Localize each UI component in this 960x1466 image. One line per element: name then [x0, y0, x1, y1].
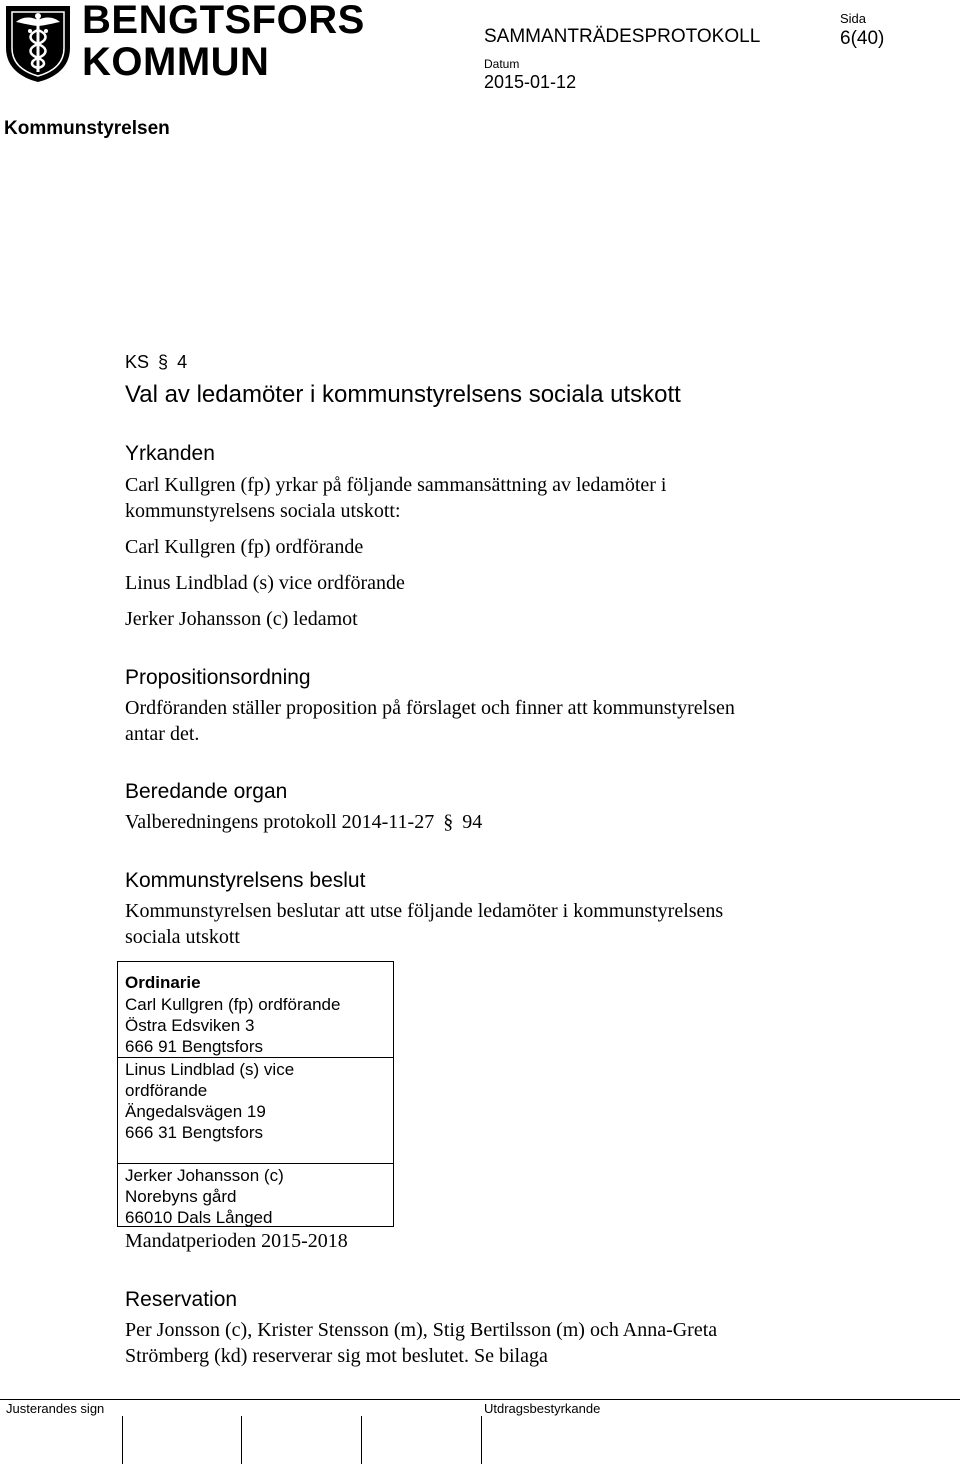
table-header-ordinarie: Ordinarie: [125, 973, 201, 992]
date-value: 2015-01-12: [484, 72, 577, 92]
table-cell: Jerker Johansson (c): [125, 1166, 284, 1185]
signature-box-divider: [241, 1416, 242, 1464]
reservation-line: Strömberg (kd) reserverar sig mot beslutet. Se bilaga: [125, 1345, 548, 1367]
table-cell: Norebyns gård: [125, 1187, 237, 1206]
page-label: Sida: [840, 11, 867, 26]
heading-beredande-organ: Beredande organ: [125, 780, 288, 803]
heading-yrkanden: Yrkanden: [125, 442, 215, 465]
brand-name-line1: BENGTSFORS: [82, 0, 365, 42]
section-number: 4: [177, 352, 188, 372]
brand-name-line2: KOMMUN: [82, 40, 270, 84]
yrkanden-line: Carl Kullgren (fp) ordförande: [125, 536, 364, 558]
heading-beslut: Kommunstyrelsens beslut: [125, 869, 366, 892]
signature-box-divider: [122, 1416, 123, 1464]
paragraph-symbol: §: [443, 811, 454, 833]
paragraph-symbol: §: [158, 352, 169, 372]
table-cell: Ängedalsvägen 19: [125, 1102, 266, 1121]
table-cell: Carl Kullgren (fp) ordförande: [125, 995, 341, 1014]
coat-of-arms-icon: [4, 4, 72, 84]
yrkanden-line: kommunstyrelsens sociala utskott:: [125, 500, 401, 522]
document-type: SAMMANTRÄDESPROTOKOLL: [484, 26, 761, 47]
heading-reservation: Reservation: [125, 1288, 238, 1311]
table-cell: 66010 Dals Långed: [125, 1208, 273, 1227]
table-cell: Östra Edsviken 3: [125, 1016, 255, 1035]
beredande-protocol: Valberedningens protokoll 2014-11-27: [125, 811, 435, 833]
members-table: [117, 961, 394, 1227]
beslut-line: sociala utskott: [125, 926, 240, 948]
beslut-line: Kommunstyrelsen beslutar att utse följande ledamöter i kommunstyrelsens: [125, 900, 724, 922]
page-number: 6(40): [840, 28, 885, 49]
table-cell: ordförande: [125, 1081, 208, 1100]
signature-box-divider: [481, 1416, 482, 1464]
section-reference: [125, 352, 187, 373]
heading-propositionsordning: Propositionsordning: [125, 666, 311, 689]
signature-box-divider: [361, 1416, 362, 1464]
table-row-divider: [118, 1057, 393, 1058]
body-name: Kommunstyrelsen: [4, 118, 170, 139]
yrkanden-line: Linus Lindblad (s) vice ordförande: [125, 572, 405, 594]
propositionsordning-line: antar det.: [125, 723, 200, 745]
beredande-paragraph-number: 94: [462, 811, 483, 833]
section-title: Val av ledamöter i kommunstyrelsens sociala utskott: [125, 381, 681, 408]
section-prefix: KS: [125, 352, 150, 372]
footer-signature-label: Justerandes sign: [6, 1401, 105, 1416]
table-cell: 666 31 Bengtsfors: [125, 1123, 263, 1142]
mandate-period: Mandatperioden 2015-2018: [125, 1230, 348, 1252]
table-row-divider: [118, 1163, 393, 1164]
beredande-text: [125, 811, 482, 834]
propositionsordning-line: Ordföranden ställer proposition på förslaget och finner att kommunstyrelsen: [125, 697, 735, 719]
yrkanden-line: Jerker Johansson (c) ledamot: [125, 608, 358, 630]
table-cell: Linus Lindblad (s) vice: [125, 1060, 295, 1079]
reservation-line: Per Jonsson (c), Krister Stensson (m), Stig Bertilsson (m) och Anna-Greta: [125, 1319, 718, 1341]
date-label: Datum: [484, 57, 520, 71]
footer-divider: [0, 1399, 960, 1400]
table-cell: 666 91 Bengtsfors: [125, 1037, 263, 1056]
yrkanden-line: Carl Kullgren (fp) yrkar på följande sammansättning av ledamöter i: [125, 474, 667, 496]
footer-certification-label: Utdragsbestyrkande: [484, 1401, 601, 1416]
